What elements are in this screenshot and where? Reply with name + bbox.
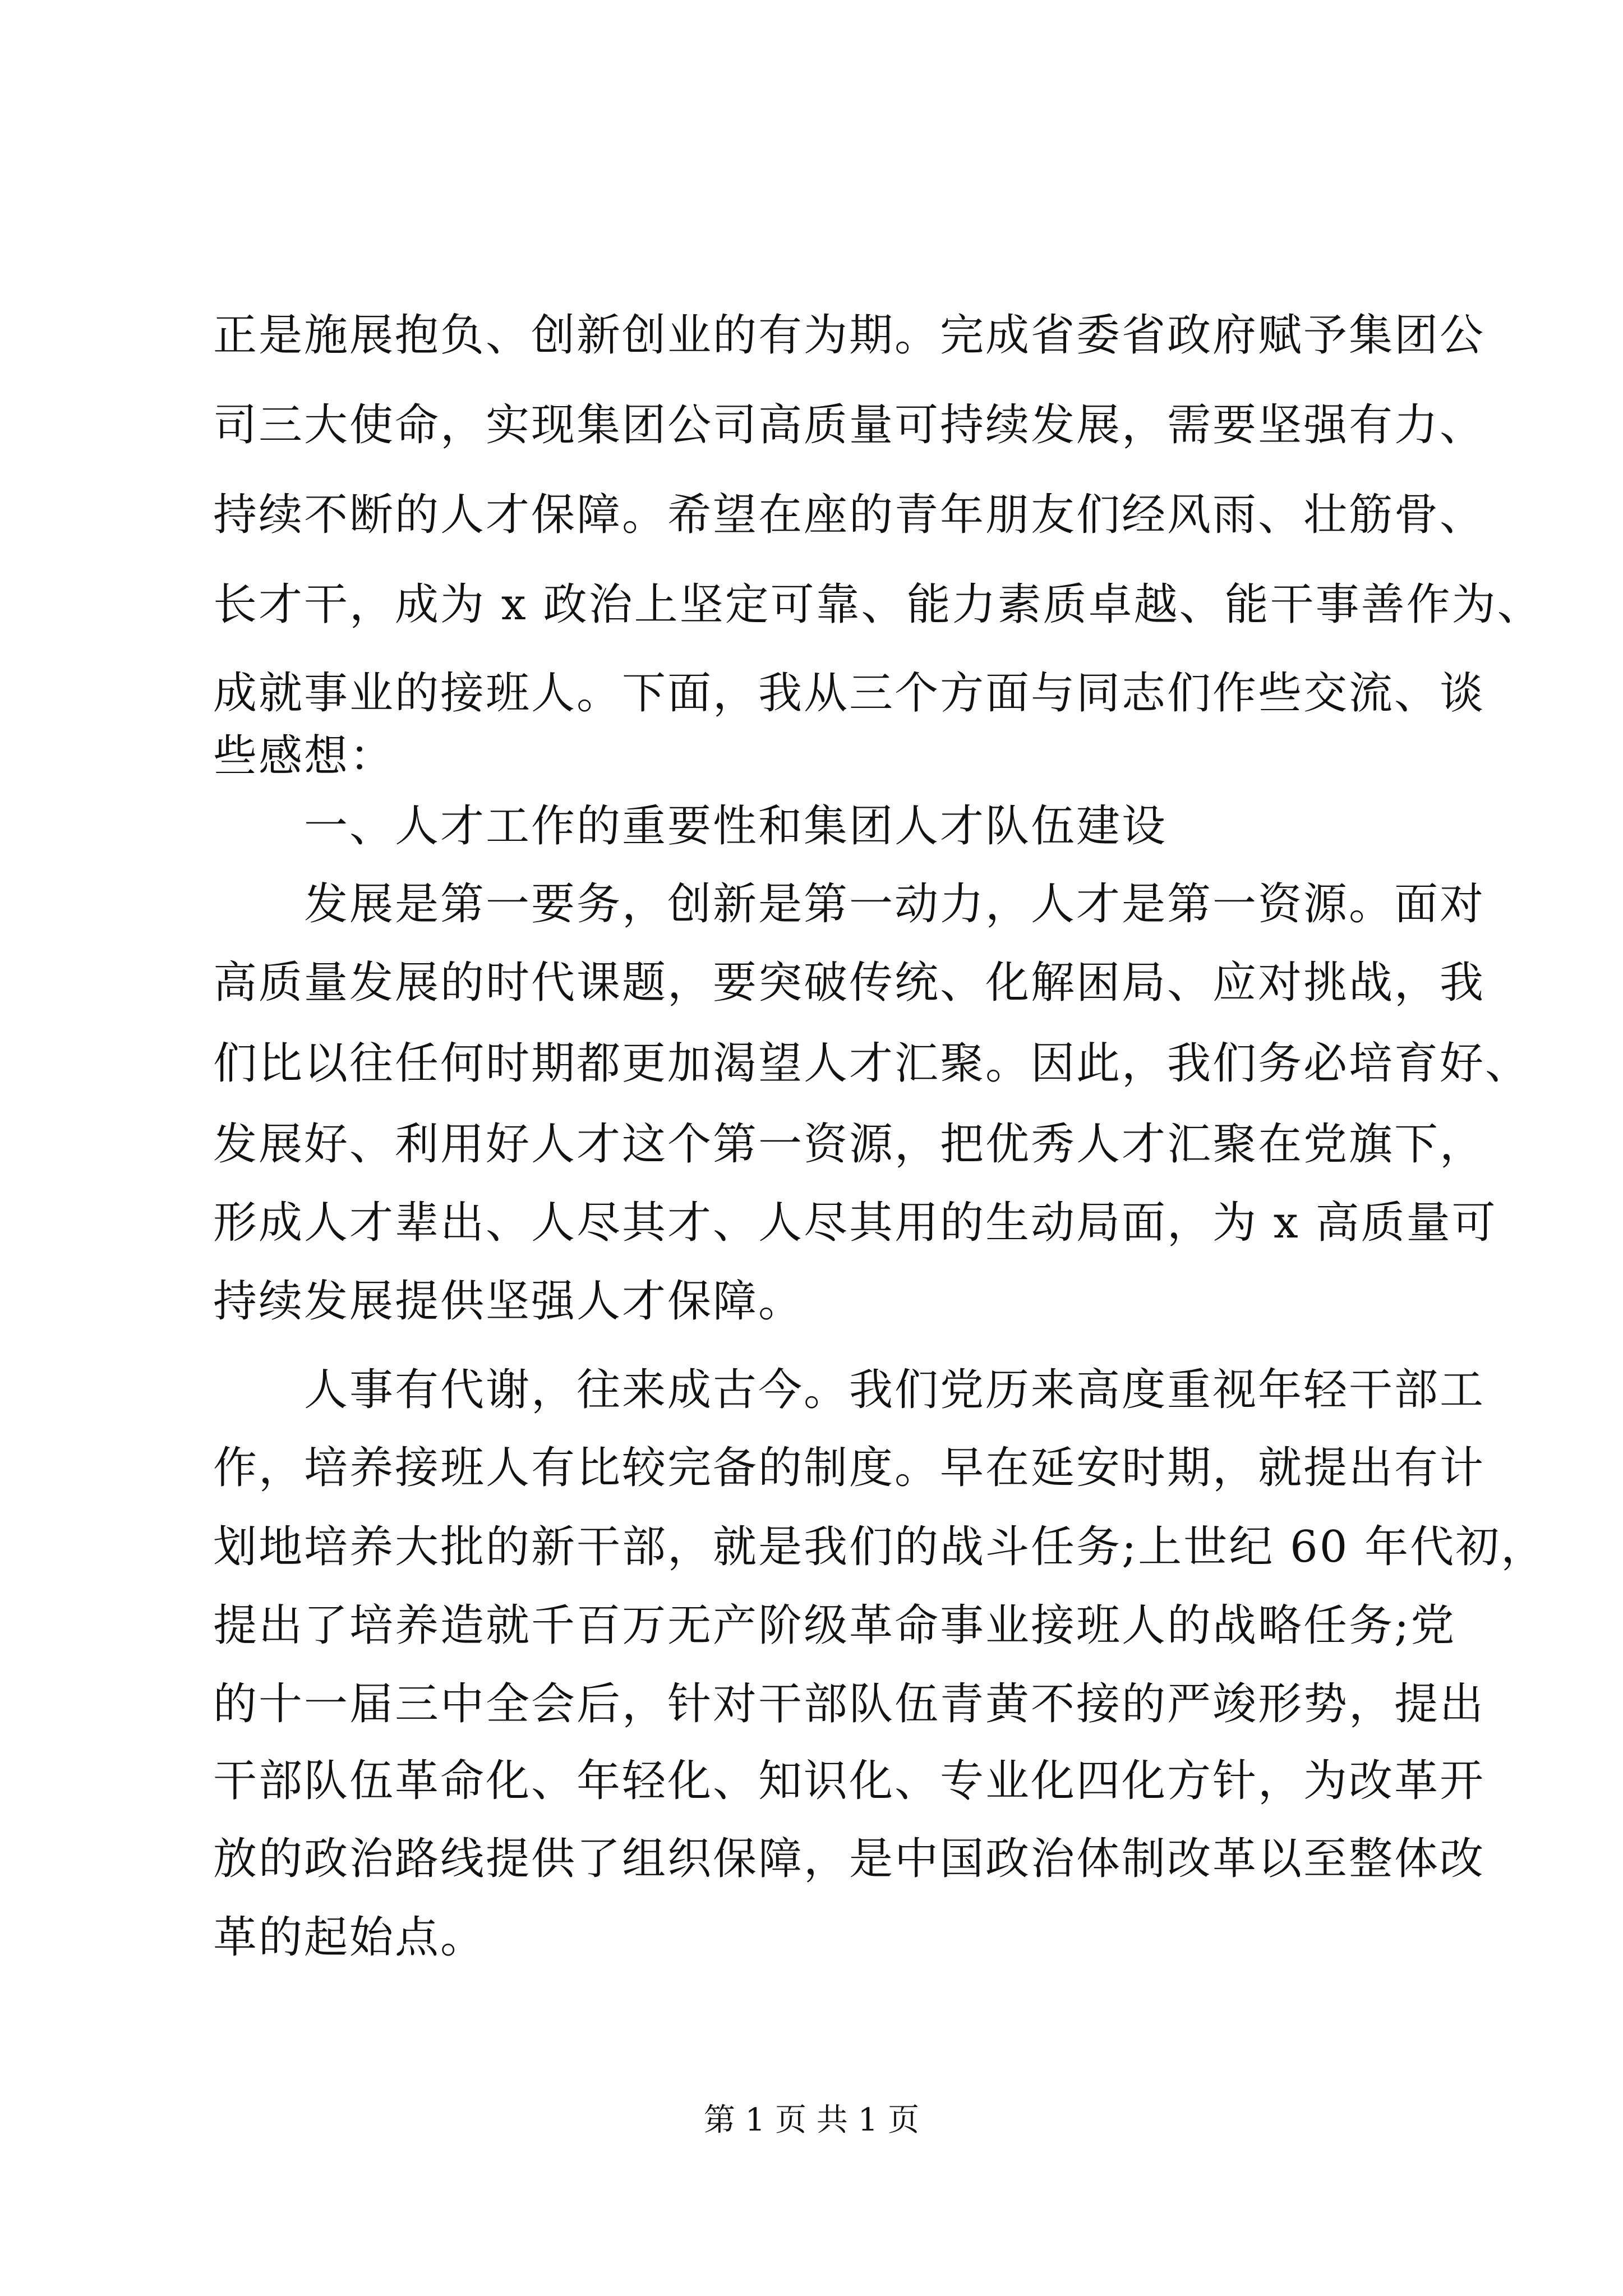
page-footer: 第 1 页 共 1 页 (703, 2102, 920, 2138)
body-text-line: 的十一届三中全会后，针对干部队伍青黄不接的严竣形势，提出 (213, 1679, 1486, 1729)
body-text-line: 发展好、利用好人才这个第一资源，把优秀人才汇聚在党旗下， (213, 1119, 1486, 1170)
body-text-line: 革的起始点。 (213, 1912, 486, 1963)
body-text-line: 长才干，成为 x 政治上坚定可靠、能力素质卓越、能干事善作为、 (213, 579, 1543, 630)
body-text-line: 干部队伍革命化、年轻化、知识化、专业化四化方针，为改革开 (213, 1756, 1486, 1806)
body-text-line: 们比以往任何时期都更加渴望人才汇聚。因此，我们务必培育好、 (213, 1038, 1531, 1089)
body-text-line: 发展是第一要务，创新是第一动力，人才是第一资源。面对 (213, 879, 1486, 930)
body-text-line: 形成人才辈出、人尽其才、人尽其用的生动局面，为 x 高质量可 (213, 1198, 1497, 1248)
section-heading: 一、人才工作的重要性和集团人才队伍建设 (213, 801, 1168, 852)
body-text-line: 人事有代谢，往来成古今。我们党历来高度重视年轻干部工 (213, 1365, 1486, 1415)
body-text-line: 高质量发展的时代课题，要突破传统、化解困局、应对挑战，我 (213, 958, 1486, 1008)
body-text-line: 作，培养接班人有比较完备的制度。早在延安时期，就提出有计 (213, 1443, 1486, 1493)
body-text-line: 划地培养大批的新干部，就是我们的战斗任务;上世纪 60 年代初， (213, 1522, 1547, 1572)
body-text-line: 成就事业的接班人。下面，我从三个方面与同志们作些交流、谈 (213, 668, 1486, 719)
body-text-line: 司三大使命，实现集团公司高质量可持续发展，需要坚强有力、 (213, 400, 1486, 450)
body-text-line: 提出了培养造就千百万无产阶级革命事业接班人的战略任务;党 (213, 1600, 1456, 1651)
body-text-line: 放的政治路线提供了组织保障，是中国政治体制改革以至整体改 (213, 1834, 1486, 1884)
body-text-line: 些感想： (213, 731, 395, 781)
body-text-line: 持续不断的人才保障。希望在座的青年朋友们经风雨、壮筋骨、 (213, 490, 1486, 540)
body-text-line: 正是施展抱负、创新创业的有为期。完成省委省政府赋予集团公 (213, 310, 1486, 361)
body-text-line: 持续发展提供坚强人才保障。 (213, 1276, 804, 1327)
